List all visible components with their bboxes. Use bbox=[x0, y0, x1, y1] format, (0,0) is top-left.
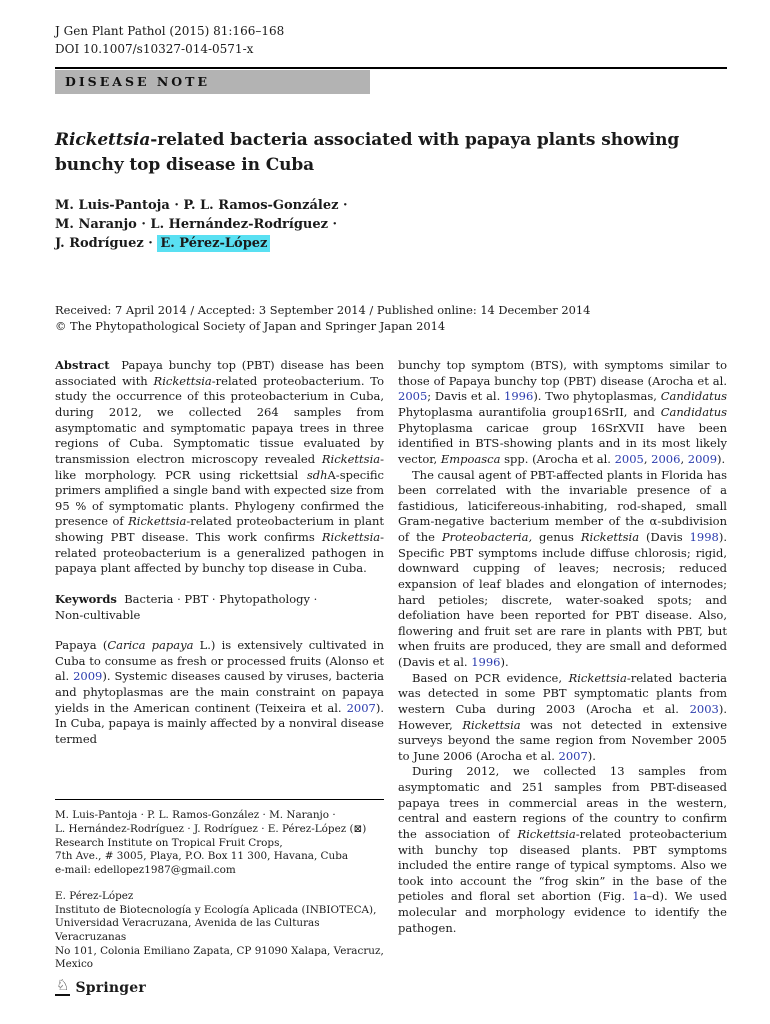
text-segment: Rickettsia bbox=[321, 451, 381, 466]
text-segment: ). However, bbox=[398, 701, 727, 732]
text-segment: Rickettsia bbox=[580, 530, 640, 545]
text-segment: , bbox=[643, 451, 652, 466]
copyright-line: © The Phytopathological Society of Japan and Springer Japan 2014 bbox=[55, 319, 446, 333]
text-segment: -like morphology. PCR using rickettsial bbox=[55, 451, 384, 482]
text-segment: e-mail: edellopez1987@gmail.com bbox=[55, 864, 236, 877]
keywords bbox=[55, 592, 384, 623]
left-column bbox=[55, 358, 384, 972]
text-segment: Papaya bunchy top (PBT) disease has been associated with bbox=[55, 358, 384, 388]
text-segment: -related proteobacterium with bunchy top diseased plants. PBT symptoms included the entire range of typical symptoms. Also we took into account the “frog skin” in the base of the petioles and floral set abortion (Fig. bbox=[398, 826, 728, 904]
section-label-band: DISEASE NOTE bbox=[55, 70, 370, 94]
text-segment: Candidatus bbox=[660, 405, 727, 420]
text-segment: L. Hernández-Rodríguez · J. Rodríguez · E. Pérez-López (⊠) bbox=[55, 822, 367, 835]
two-column-body bbox=[55, 358, 727, 972]
text-segment: Phytoplasma aurantifolia group16SrII, and bbox=[398, 405, 661, 420]
text-segment: J. Rodríguez · bbox=[55, 235, 158, 251]
publication-dates bbox=[55, 302, 727, 334]
text-segment: Rickettsia bbox=[153, 373, 212, 388]
highlighted-author: E. Pérez-López bbox=[157, 235, 270, 252]
author-line bbox=[55, 235, 727, 254]
text-segment: bunchy top symptom (BTS), with symptoms similar to those of Papaya bunchy top (PBT) disease (Arocha et al. bbox=[398, 358, 727, 388]
text-segment: Rickettsia bbox=[568, 670, 627, 685]
text-segment: -related proteobacterium is a generalized pathogen in papaya plant affected by bunchy top disease in Cuba. bbox=[55, 530, 384, 576]
body-indent bbox=[398, 468, 727, 671]
springer-knight-icon: ♘ bbox=[56, 976, 70, 995]
body-indent bbox=[398, 671, 727, 765]
text-segment: was not detected in extensive surveys beyond the same region from November 2005 to June 2006 (Arocha et al. bbox=[398, 717, 728, 763]
doi-line: DOI 10.1007/s10327-014-0571-x bbox=[55, 42, 254, 56]
text-segment: Rickettsia bbox=[321, 530, 381, 545]
text-segment: Instituto de Biotecnología y Ecología Aplicada (INBIOTECA), bbox=[55, 903, 377, 916]
citation-link[interactable]: 2007 bbox=[558, 748, 588, 763]
text-segment: Abstract bbox=[55, 358, 110, 373]
citation-link[interactable]: 2005 bbox=[614, 451, 644, 466]
text-segment: E. Pérez-López bbox=[55, 889, 134, 902]
journal-header bbox=[55, 22, 727, 58]
text-segment: Universidad Veracruzana, Avenida de las Culturas Veracruzanas bbox=[55, 917, 320, 943]
text-segment: ). In Cuba, papaya is mainly affected by a nonviral disease termed bbox=[55, 700, 384, 746]
journal-reference: J Gen Plant Pathol (2015) 81:166–168 bbox=[55, 24, 285, 38]
footnote bbox=[55, 890, 384, 972]
text-segment: 7th Ave., # 3005, Playa, P.O. Box 11 300, Havana, Cuba bbox=[55, 850, 349, 863]
text-segment: M. Luis-Pantoja · P. L. Ramos-González · bbox=[55, 198, 348, 214]
text-segment: ; Davis et al. bbox=[427, 389, 505, 404]
text-segment: spp. (Arocha et al. bbox=[500, 451, 615, 466]
text-segment: ). Systemic diseases caused by viruses, bacteria and phytoplasmas are the main constraint on papaya yields in the American continent (Teixeira et al. bbox=[55, 669, 384, 715]
citation-link[interactable]: 1996 bbox=[504, 389, 534, 404]
author-list bbox=[55, 197, 727, 254]
left-column-text bbox=[55, 358, 384, 747]
article-title bbox=[55, 128, 727, 177]
citation-link[interactable]: 2006 bbox=[651, 451, 681, 466]
citation-link[interactable]: 2005 bbox=[398, 389, 428, 404]
text-segment: ). bbox=[500, 655, 509, 670]
body-indent bbox=[398, 764, 727, 936]
citation-link[interactable]: 1998 bbox=[689, 530, 719, 545]
text-segment: -related proteobacterium in plant showing PBT disease. This work confirms bbox=[55, 514, 384, 545]
right-column bbox=[398, 358, 727, 972]
citation-link[interactable]: 2009 bbox=[73, 669, 103, 684]
text-segment: Phytoplasma caricae group 16SrXVII have been identified in BTS-showing plants and in its most likely vector, bbox=[398, 420, 727, 466]
abstract bbox=[55, 358, 384, 577]
text-segment: ). Specific PBT symptoms include diffuse chlorosis; rigid, downward cupping of leaves; necrosis; reduced expansion of leaf blades and elongation of internodes; hard petioles; discrete, water-soaked spots; and defoliation have been reported for PBT disease. Also, flowering and fruit set are rare in plants with PBT, but when fruits are produced, they are small and deformed (Davis et al. bbox=[398, 530, 727, 670]
text-segment: Candidatus bbox=[660, 389, 727, 404]
intro bbox=[55, 638, 384, 747]
text-segment: Carica papaya bbox=[107, 638, 194, 653]
text-segment: a–d). We used molecular and morphology evidence to identify the pathogen. bbox=[398, 889, 728, 935]
text-segment: Rickettsia bbox=[517, 826, 576, 841]
text-segment: genus bbox=[532, 530, 581, 545]
text-segment: A-specific primers amplified a single band with expected size from 95 % of symptomatic plants. Phylogeny confirmed the presence of bbox=[55, 467, 384, 529]
citation-link[interactable]: 2007 bbox=[346, 700, 376, 715]
author-line bbox=[55, 197, 727, 216]
text-segment: -related bacteria was detected in some PBT symptomatic plants from western Cuba during 2003 (Arocha et al. bbox=[398, 670, 727, 716]
text-segment: Based on PCR evidence, bbox=[412, 670, 569, 685]
text-segment: M. Luis-Pantoja · P. L. Ramos-González · M. Naranjo · bbox=[55, 809, 336, 822]
text-segment: L.) is extensively cultivated in Cuba to consume as fresh or processed fruits (Alonso et al. bbox=[55, 638, 384, 684]
text-segment: (Davis bbox=[639, 530, 690, 545]
footnote bbox=[55, 809, 384, 878]
text-segment: During 2012, we collected 13 samples from asymptomatic and 251 samples from PBT-diseased papaya trees in commercial areas in the western, central and eastern regions of the country to confirm the association of bbox=[398, 764, 727, 841]
received-accepted-line: Received: 7 April 2014 / Accepted: 3 September 2014 / Published online: 14 December 2014 bbox=[55, 302, 591, 317]
text-segment: Rickettsia bbox=[128, 514, 187, 529]
body-first bbox=[398, 358, 727, 467]
text-segment: Mexico bbox=[55, 958, 94, 971]
header-rule bbox=[55, 67, 727, 69]
citation-link[interactable]: 2003 bbox=[689, 701, 719, 716]
text-segment: ). bbox=[717, 451, 726, 466]
text-segment: bunchy top disease in Cuba bbox=[55, 154, 315, 175]
text-segment: , bbox=[680, 451, 688, 466]
citation-link[interactable]: 2009 bbox=[687, 451, 718, 466]
text-segment: Proteobacteria, bbox=[441, 530, 533, 545]
text-segment: -related proteobacterium. To study the occurrence of this proteobacterium in Cuba, during 2012, we collected 264 samples from asymptomatic and symptomatic papaya trees in three regions of Cuba. Symptomatic tissue evaluated by transmission electron microscopy revealed bbox=[55, 373, 384, 466]
text-segment: Rickettsia bbox=[55, 130, 151, 150]
text-segment: M. Naranjo · L. Hernández-Rodríguez · bbox=[55, 217, 338, 233]
text-segment: Bacteria · PBT · Phytopathology · bbox=[116, 591, 318, 606]
publisher-footer bbox=[55, 978, 727, 996]
text-segment: -related bacteria associated with papaya plants showing bbox=[150, 130, 680, 150]
text-segment: Non-cultivable bbox=[55, 607, 141, 622]
text-segment: Papaya ( bbox=[55, 638, 108, 653]
publisher-name: Springer bbox=[75, 980, 146, 997]
text-segment: Research Institute on Tropical Fruit Crops, bbox=[55, 836, 283, 849]
text-segment: Rickettsia bbox=[462, 717, 521, 732]
text-segment: The causal agent of PBT-affected plants in Florida has been correlated with the invariable presence of a fastidious, laticifereous-inhabiting, rod-shaped, small Gram-negative bacterium member of the α-subdivision of the bbox=[398, 467, 727, 545]
text-segment: Keywords bbox=[55, 591, 117, 606]
text-segment: ). Two phytoplasmas, bbox=[533, 389, 661, 404]
author-line bbox=[55, 216, 727, 235]
citation-link[interactable]: 1996 bbox=[471, 655, 501, 670]
text-segment: sdh bbox=[306, 467, 328, 482]
citation-link[interactable]: 1 bbox=[632, 889, 640, 904]
text-segment: ). bbox=[587, 748, 596, 763]
text-segment: Empoasca bbox=[440, 451, 501, 466]
footnote-block bbox=[55, 799, 384, 972]
text-segment: No 101, Colonia Emiliano Zapata, CP 91090 Xalapa, Veracruz, bbox=[55, 944, 384, 957]
